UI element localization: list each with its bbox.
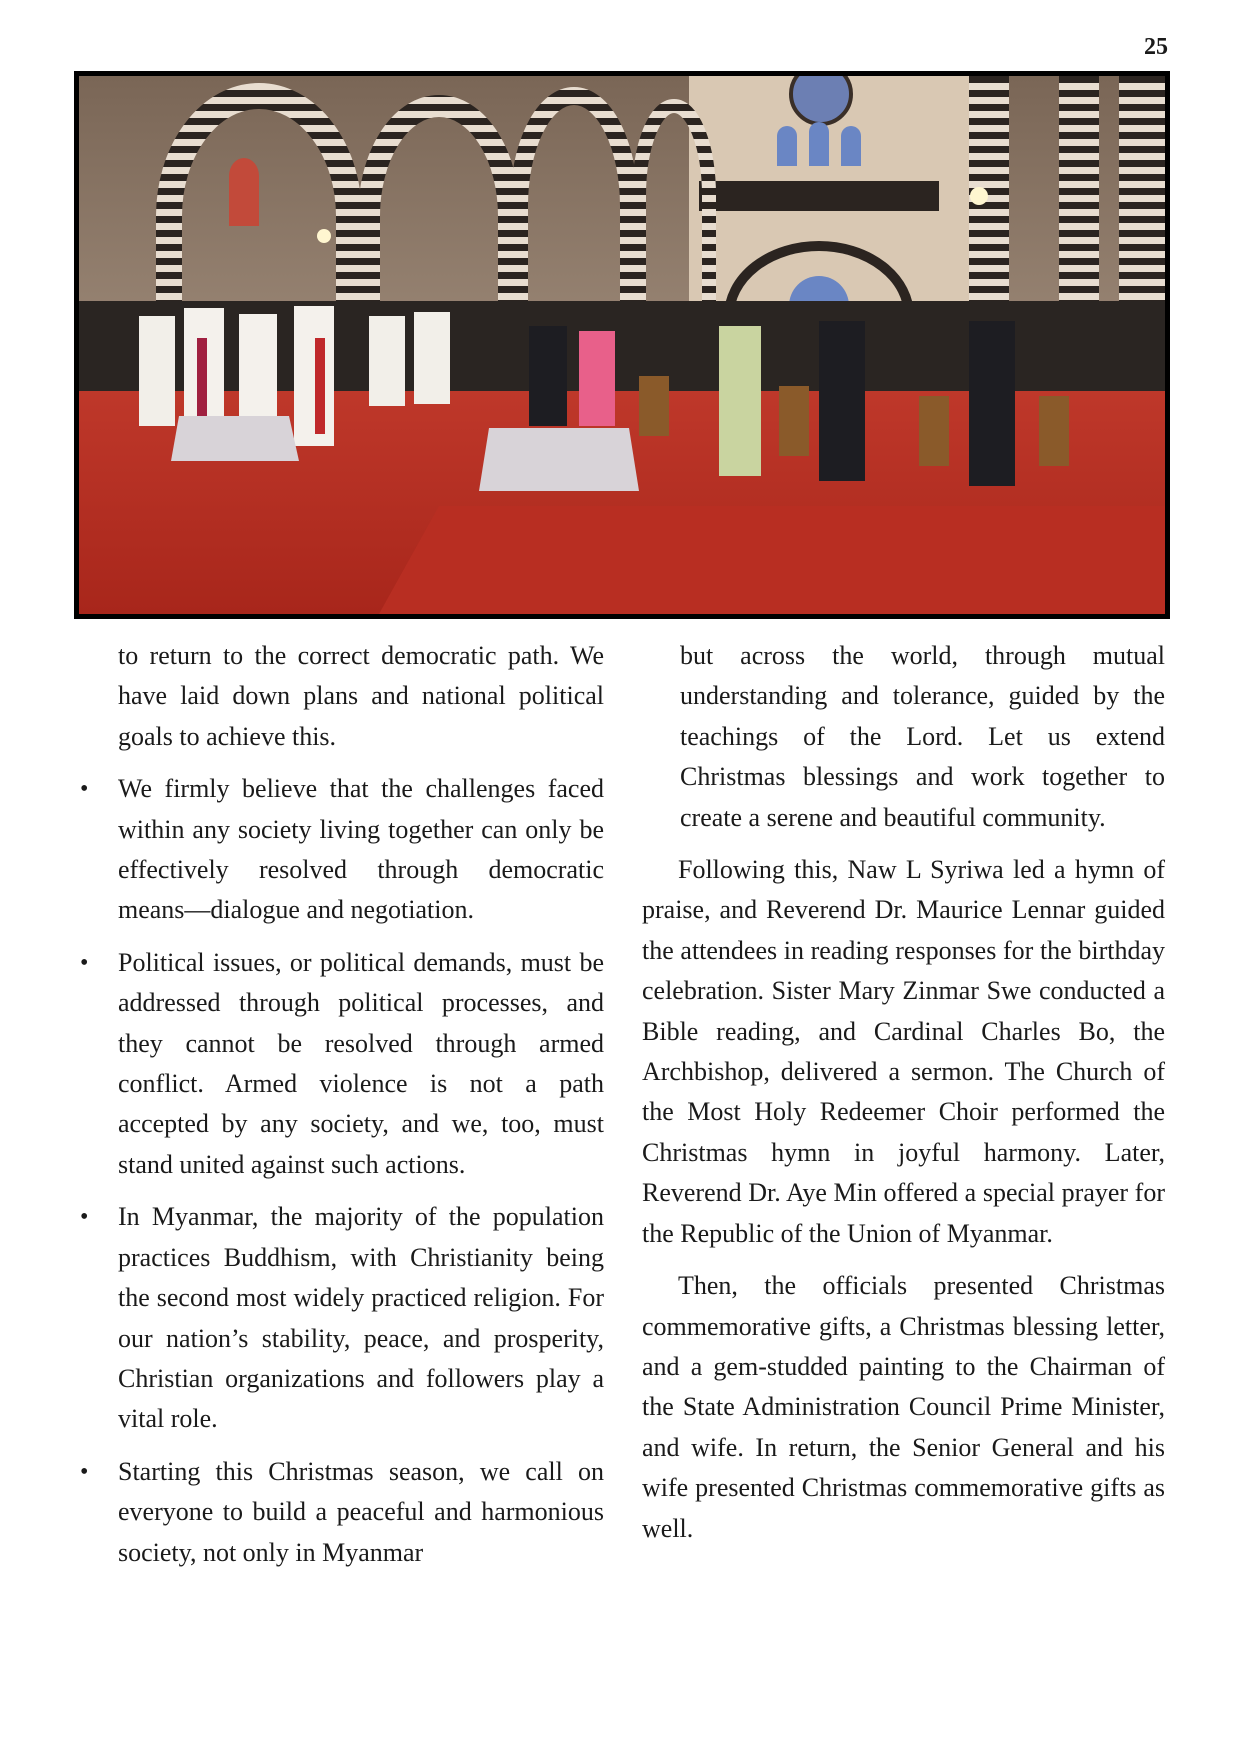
church-ceremony-photo	[74, 71, 1170, 619]
list-item	[74, 1197, 604, 1439]
body-paragraph: Then, the officials presented Christmas commemorative gifts, a Christmas blessing letter, and a gem-studded painting to the Chairman of the State Administration Council Prime Minister, and wife. In return, the Senior General and his wife presented Christmas commemorative gifts as well.	[642, 1271, 1165, 1543]
bullet-text: Political issues, or political demands, must be addressed through political processes, and they cannot be resolved through armed conflict. Armed violence is not a path accepted by any society, and we, too, must stand united against such actions.	[118, 947, 604, 1179]
list-item	[74, 943, 604, 1185]
left-continuation-paragraph: to return to the correct democratic path. We have laid down plans and national political goals to achieve this.	[118, 641, 604, 751]
body-paragraph: Following this, Naw L Syriwa led a hymn of praise, and Reverend Dr. Maurice Lennar guided the attendees in reading responses for the birthday celebration. Sister Mary Zinmar Swe conducted a Bible reading, and Cardinal Charles Bo, the Archbishop, delivered a sermon. The Church of the Most Holy Redeemer Choir performed the Christmas hymn in joyful harmony. Later, Reverend Dr. Aye Min offered a special prayer for the Republic of the Union of Myanmar.	[642, 855, 1165, 1248]
list-item	[74, 1452, 604, 1573]
bullet-icon: •	[80, 776, 89, 803]
right-column	[642, 636, 1165, 1561]
bullet-icon: •	[80, 1204, 89, 1231]
bullet-icon: •	[80, 949, 89, 976]
right-continuation-paragraph: but across the world, through mutual understanding and tolerance, guided by the teachings of the Lord. Let us extend Christmas blessings and work together to create a serene and beautiful community.	[680, 641, 1165, 832]
list-item	[74, 769, 604, 931]
bullet-text: In Myanmar, the majority of the population practices Buddhism, with Christianity being the second most widely practiced religion. For our nation’s stability, peace, and prosperity, Christian organizations and followers play a vital role.	[118, 1202, 604, 1434]
page-number: 25	[1144, 34, 1168, 60]
left-column	[74, 636, 604, 1585]
bullet-icon: •	[80, 1458, 89, 1485]
church-interior-illustration	[79, 76, 1165, 614]
bullet-text: We firmly believe that the challenges faced within any society living together can only be effectively resolved through democratic means—dialogue and negotiation.	[118, 774, 604, 925]
bullet-list	[74, 769, 604, 1573]
bullet-text: Starting this Christmas season, we call on everyone to build a peaceful and harmonious society, not only in Myanmar	[118, 1456, 604, 1567]
